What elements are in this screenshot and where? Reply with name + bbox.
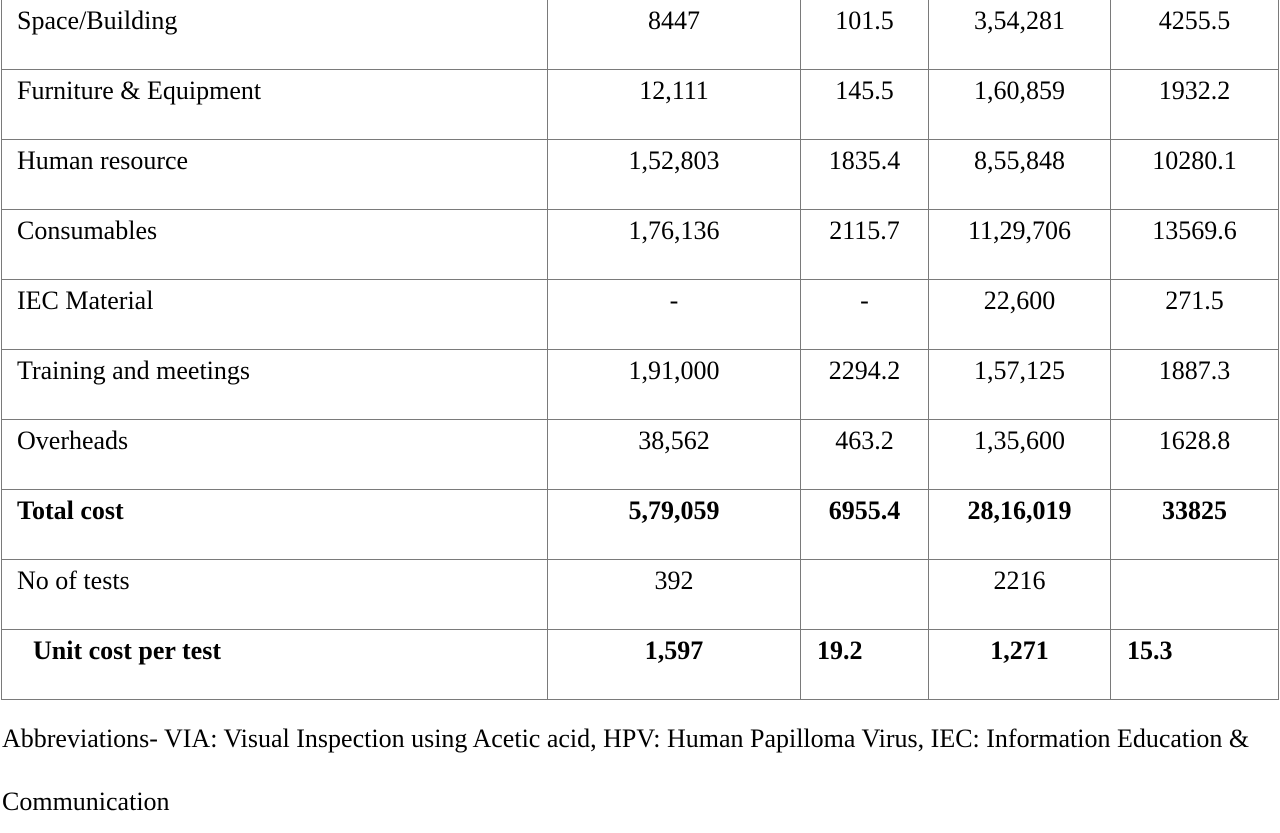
table-cell: 1,76,136 (548, 210, 801, 280)
abbreviations-footnote: Abbreviations- VIA: Visual Inspection using Acetic acid, HPV: Human Papilloma Virus, IEC: Information Education & Communication (2, 724, 1250, 816)
table-row (2, 280, 1279, 350)
row-label: No of tests (2, 560, 548, 630)
table-cell (1111, 560, 1279, 630)
table-cell: 6955.4 (801, 490, 929, 560)
row-label: Human resource (2, 140, 548, 210)
table-cell: 1,60,859 (929, 70, 1111, 140)
row-label: Consumables (2, 210, 548, 280)
table-cell: 145.5 (801, 70, 929, 140)
table-cell: 8447 (548, 0, 801, 70)
table-cell: 1,57,125 (929, 350, 1111, 420)
table-cell: 28,16,019 (929, 490, 1111, 560)
tests-row (2, 560, 1279, 630)
table-cell: 1,52,803 (548, 140, 801, 210)
table-cell: 2115.7 (801, 210, 929, 280)
cost-table (1, 0, 1279, 700)
table-cell: 12,111 (548, 70, 801, 140)
table-cell: 38,562 (548, 420, 801, 490)
unit-cost-row (2, 630, 1279, 700)
row-label: Furniture & Equipment (2, 70, 548, 140)
table-cell: 10280.1 (1111, 140, 1279, 210)
table-cell: 33825 (1111, 490, 1279, 560)
row-label: Unit cost per test (2, 630, 548, 700)
table-cell: 1628.8 (1111, 420, 1279, 490)
table-cell: 8,55,848 (929, 140, 1111, 210)
row-label: Overheads (2, 420, 548, 490)
table-cell: 1887.3 (1111, 350, 1279, 420)
table-row (2, 140, 1279, 210)
table-cell: 2216 (929, 560, 1111, 630)
row-label: Space/Building (2, 0, 548, 70)
table-cell: 101.5 (801, 0, 929, 70)
table-cell: 3,54,281 (929, 0, 1111, 70)
table-cell: 1,35,600 (929, 420, 1111, 490)
table-cell: 22,600 (929, 280, 1111, 350)
table-cell (801, 560, 929, 630)
table-cell: - (801, 280, 929, 350)
table-row (2, 0, 1279, 70)
table-cell: 19.2 (801, 630, 929, 700)
table-row (2, 210, 1279, 280)
table-cell: 392 (548, 560, 801, 630)
table-row (2, 420, 1279, 490)
table-cell: 5,79,059 (548, 490, 801, 560)
table-cell: 1,271 (929, 630, 1111, 700)
table-cell: 2294.2 (801, 350, 929, 420)
row-label: Training and meetings (2, 350, 548, 420)
table-cell: 13569.6 (1111, 210, 1279, 280)
table-cell: 1,91,000 (548, 350, 801, 420)
table-row (2, 70, 1279, 140)
table-cell: 15.3 (1111, 630, 1279, 700)
table-cell: 4255.5 (1111, 0, 1279, 70)
table-cell: 11,29,706 (929, 210, 1111, 280)
table-cell: 463.2 (801, 420, 929, 490)
table-cell: 1835.4 (801, 140, 929, 210)
table-row (2, 350, 1279, 420)
total-row (2, 490, 1279, 560)
row-label: Total cost (2, 490, 548, 560)
table-cell: 1932.2 (1111, 70, 1279, 140)
table-cell: 1,597 (548, 630, 801, 700)
table-cell: - (548, 280, 801, 350)
row-label: IEC Material (2, 280, 548, 350)
table-cell: 271.5 (1111, 280, 1279, 350)
